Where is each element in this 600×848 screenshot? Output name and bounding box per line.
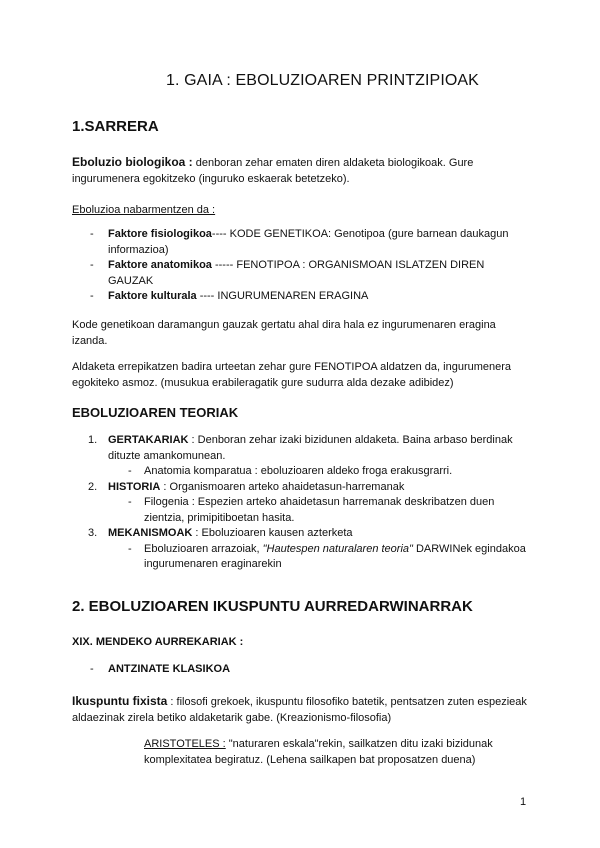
list-item [72, 526, 532, 542]
sub-text: Filogenia : Espezien arteko ahaidetasun harremanak deskribatzen duen zientzia, primipitiboetan hasita. [144, 496, 495, 524]
sub-text: Anatomia komparatua : eboluzioaren aldeko froga erakusgrarri. [144, 465, 453, 477]
dash-bullet: - [90, 259, 94, 271]
theory-bold: HISTORIA [108, 480, 161, 493]
list-item [72, 480, 532, 496]
dash-bullet: - [128, 542, 132, 555]
theory-text: : Organismoaren arteko ahaidetasun-harremanak [160, 480, 405, 493]
factor-text: ---- KODE GENETIKOA: Genotipoa (gure barnean daukagun informazioa) [108, 228, 509, 256]
ikuspuntu-text: : filosofi grekoek, ikuspuntu filosofiko batetik, pentsatzen zuten espezieak aldaezinak zirela betiko aldaketarik gabe. (Kreazionismo-filosofia) [72, 696, 527, 724]
item-number: 2. [88, 480, 98, 493]
list-item [72, 662, 532, 678]
section-heading-aurredarwinarrak: 2. EBOLUZIOAREN IKUSPUNTU AURREDARWINARRAK [72, 598, 473, 615]
paragraph-kode: Kode genetikoan daramangun gauzak gertatu ahal dira hala ez ingurumenaren eragina izanda. [72, 319, 496, 347]
factor-list [72, 227, 532, 305]
theory-text: : Eboluzioaren kausen azterketa [192, 527, 353, 539]
dash-bullet: - [128, 465, 132, 477]
page-title: 1. GAIA : EBOLUZIOAREN PRINTZIPIOAK [166, 72, 479, 89]
sub-text: Eboluzioaren arrazoiak, [144, 542, 263, 555]
list-item [72, 227, 532, 258]
theories-heading: EBOLUZIOAREN TEORIAK [72, 405, 239, 420]
xix-heading: XIX. MENDEKO AURREKARIAK : [72, 636, 244, 648]
aristoteles-text: "naturaren eskala"rekin, sailkatzen ditu izaki bizidunak komplexitatea begiratuz. (Lehena sailkapen bat proposatzen duena) [144, 738, 493, 766]
sub-item [72, 542, 532, 573]
list-item [72, 289, 532, 305]
aristoteles-paragraph [144, 737, 534, 768]
intro-paragraph [72, 155, 532, 187]
nabarmentzen-label: Eboluzioa nabarmentzen da : [72, 204, 216, 216]
factor-text: ---- INGURUMENAREN ERAGINA [196, 290, 369, 302]
intro-term: Eboluzio biologikoa : [72, 155, 193, 169]
dash-bullet: - [90, 290, 94, 302]
factor-bold: Faktore anatomikoa [108, 259, 212, 271]
sub-italic-text: "Hautespen naturalaren teoria" [262, 542, 413, 555]
factor-bold: Faktore fisiologikoa [108, 228, 212, 240]
theories-list [72, 433, 532, 573]
theory-bold: MEKANISMOAK [108, 527, 193, 539]
aristoteles-term: ARISTOTELES : [144, 738, 226, 750]
dash-bullet: - [128, 496, 132, 508]
list-item [72, 258, 532, 289]
antzinate-label: ANTZINATE KLASIKOA [108, 663, 231, 675]
ikuspuntu-term: Ikuspuntu fixista [72, 694, 168, 708]
page-number: 1 [520, 796, 527, 808]
sub-text-post: DARWINek egindakoa ingurumenaren eraginarekin [144, 542, 526, 570]
theory-bold: GERTAKARIAK [108, 434, 189, 446]
paragraph-aldaketa: Aldaketa errepikatzen badira urteetan zehar gure FENOTIPOA aldatzen da, ingurumenera egokiteko asmoz. (musukua erabileragatik gure sudurra alda dezake adibidez) [72, 361, 512, 389]
dash-bullet: - [90, 663, 94, 675]
sub-item [72, 495, 532, 526]
list-item [72, 433, 532, 464]
item-number: 3. [88, 527, 98, 539]
item-number: 1. [88, 434, 98, 446]
factor-text: ----- FENOTIPOA : ORGANISMOAN ISLATZEN DIREN GAUZAK [108, 259, 485, 287]
section-heading-sarrera: 1.SARRERA [72, 118, 159, 135]
sub-item [72, 464, 532, 480]
antzinate-list [72, 662, 532, 678]
theory-text: : Denboran zehar izaki bizidunen aldaketa. Baina arbaso berdinak dituzte amankomunean. [108, 434, 513, 462]
dash-bullet: - [90, 228, 94, 240]
ikuspuntu-paragraph [72, 694, 532, 726]
factor-bold: Faktore kulturala [108, 290, 197, 302]
intro-text: denboran zehar ematen diren aldaketa biologikoak. Gure ingurumenera egokitzeko (inguruko eskaerak betetzeko). [72, 157, 474, 185]
